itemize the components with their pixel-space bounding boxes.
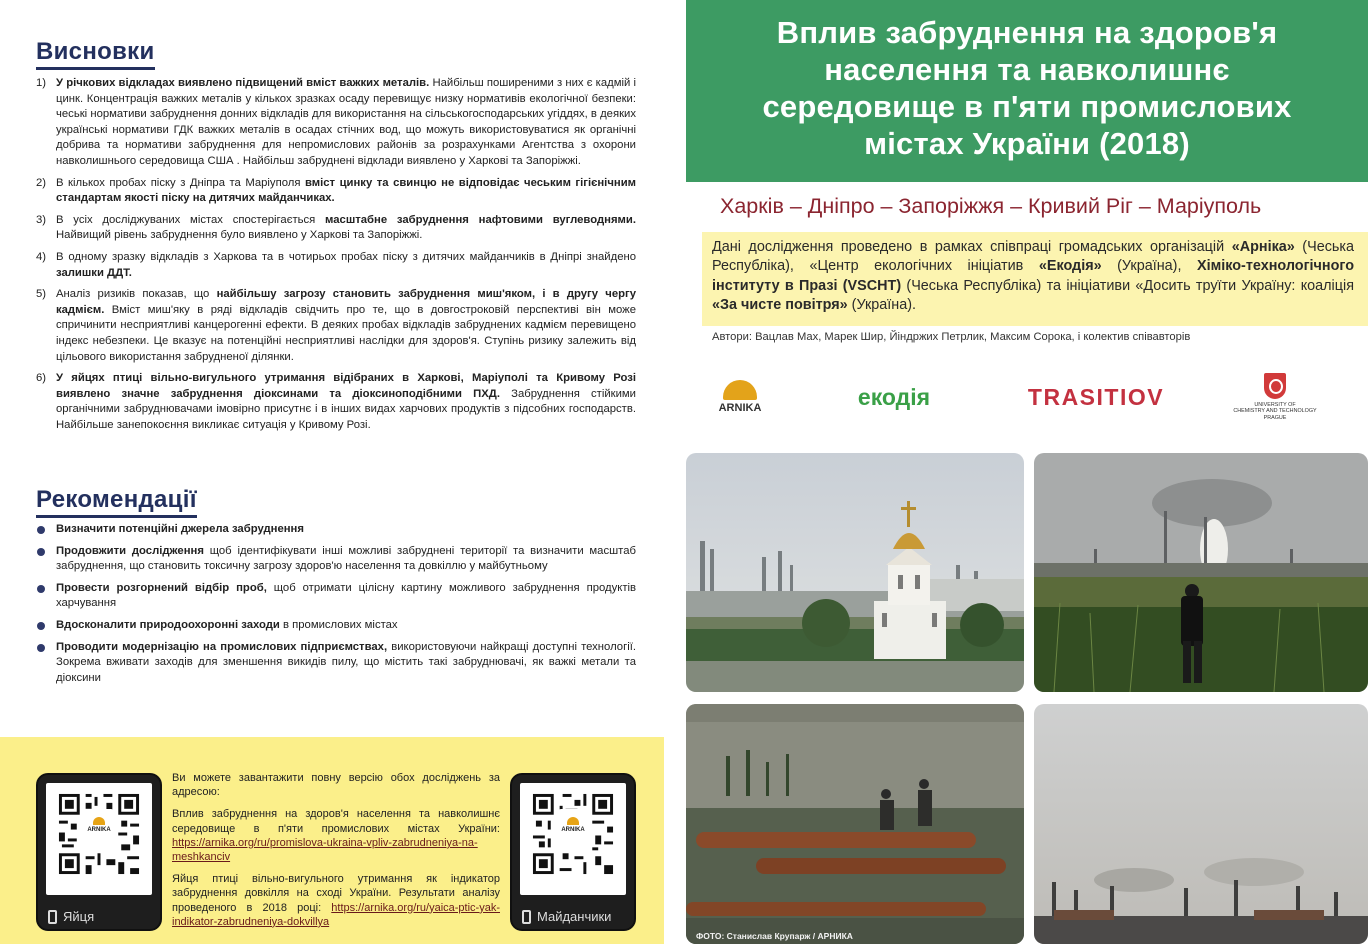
conclusion-item: 6) У яйцях птиці вільно-вигульного утримання відібраних в Харкові, Маріуполі та Кривому Розі виявлено значне забруднення діоксинами та діоксиноподібними ПХД. Забруднення стійкими органічними забруднювачами імовірно присутнє і в інших видах харчових продуктів з підсобних господарств. Найбільше занепокоєння викликає ситуація у Кривому Розі. <box>36 372 636 431</box>
phone-qr-eggs[interactable] <box>36 773 162 931</box>
phone-label: Майданчики <box>522 909 611 924</box>
partners-box: Дані дослідження проведено в рамках співпраці громадських організацій «Арніка» (Чеська Республіка), «Центр екологічних ініціатив «Екодія» (Україна), Хіміко-технологічного інституту в Празі (VSCHT) (Чеська Республіка) та ініціативи «Досить труїти Україну: коаліція «За чисте повітря» (Україна). <box>702 232 1368 326</box>
arnika-qr-logo: ARNIKA <box>558 809 588 839</box>
recommendation-item: Визначити потенційні джерела забруднення <box>36 522 636 538</box>
phone-qr-playgrounds[interactable] <box>510 773 636 931</box>
title-line: Вплив забруднення на здоров'я <box>776 15 1278 50</box>
bullet-icon <box>37 622 45 630</box>
title-line: населення та навколишнє <box>824 52 1230 87</box>
conclusion-item: 1) У річкових відкладах виявлено підвищений вміст важких металів. Найбільш поширеними з них є кадмій і цинк. Концентрація важких металів у кількох зразках осаду перевищує низку нормативів екологічної безпеки: чеські нормативи забруднення донних відкладів для використання на сільськогосподарських угіддях, в деяких українські нормативи ГДК важких металів в осадах стічних вод, що можуть використовуватися як органічні добрива та нормативи забруднення для непромислових районів за розрахунками Агентства з охорони навколишнього середовища США . Найбільш забруднені відклади виявлено у Харкові та Запоріжжі. <box>36 77 637 167</box>
uct-crest-icon <box>1264 373 1286 399</box>
phone-screen <box>520 783 626 895</box>
report1-link[interactable]: https://arnika.org/ru/promislova-ukraina-vpliv-zabrudneniya-na-meshkanciv <box>172 836 478 864</box>
photo-pipes-water <box>686 704 1024 944</box>
download-report1: Вплив забруднення на здоров'я населення та навколишнє середовище в п'яти промислових містах України: https://arnika.org/ru/promislova-ukraina-vpliv-zabrudneniya-na-meshkanciv <box>172 808 500 864</box>
phone-screen <box>46 783 152 895</box>
cities-line: Харків – Дніпро – Запоріжжя – Кривий Ріг – Маріуполь <box>720 194 1262 218</box>
uct-prague-logo: UNIVERSITY OF CHEMISTRY AND TECHNOLOGY PRAGUE <box>1230 372 1320 422</box>
title-banner <box>686 0 1368 182</box>
photo-credit: ФОТО: Станислав Крупарж / АРНИКА <box>696 931 853 941</box>
bullet-icon <box>37 526 45 534</box>
conclusions-list <box>36 76 636 439</box>
photo-man-field <box>1034 453 1368 692</box>
left-page <box>0 0 672 944</box>
conclusion-item: 2) В кількох пробах піску з Дніпра та Маріуполя вміст цинку та свинцю не відповідає чеським гігієнічним стандартам якості піску на дитячих майданчиках. <box>36 176 637 205</box>
bullet-icon <box>37 644 45 652</box>
recommendations-heading: Рекомендації <box>36 486 197 518</box>
download-text <box>172 771 500 937</box>
report2-link[interactable]: https://arnika.org/ru/yaica-ptic-yak-indikator-zabrudneniya-dokvillya <box>172 901 500 928</box>
conclusion-item: 3) В усіх досліджуваних містах спостерігається масштабне забруднення нафтовими вуглеводнями. Найвищий рівень забруднення було виявлено у Харкові та Запоріжжі. <box>36 213 636 242</box>
conclusion-item: 4) В одному зразку відкладів з Харкова та в чотирьох пробах піску з дитячих майданчиків в Дніпрі знайдено залишки ДДТ. <box>36 250 636 279</box>
download-intro: Ви можете завантажити повну версію обох досліджень за адресою: <box>172 772 500 799</box>
arnika-logo: ARNIKA <box>710 372 770 422</box>
recommendation-item: Вдосконалити природоохоронні заходи в промислових містах <box>36 618 636 634</box>
recommendations-list <box>36 522 636 692</box>
phone-icon <box>48 910 57 924</box>
phone-icon <box>522 910 531 924</box>
bullet-icon <box>37 548 45 556</box>
phone-label: Яйця <box>48 909 94 924</box>
recommendation-item: Проводити модернізацію на промислових підприємствах, використовуючи найкращі доступні технології. Зокрема вживати заходів для зменшення викидів пилу, що містить такі забруднювачі, як важкі метали та діоксини <box>36 640 636 687</box>
transition-logo: TRASITIOV <box>1027 383 1165 410</box>
authors-line: Автори: Вацлав Мах, Марек Шир, Йіндржих Петрлик, Максим Сорока, і колектив співавторів <box>712 331 1191 343</box>
download-report2: Яйця птиці вільно-вигульного утримання як індикатор забруднення довкілля на сході України. Результати аналізу проведеного в 2018 році: https://arnika.org/ru/yaica-ptic-yak-indikator-zabrudneniya-dokvillya <box>172 873 500 928</box>
ekodia-logo: екодія <box>857 383 931 410</box>
photo-church-factory <box>686 453 1024 692</box>
recommendation-item: Провести розгорнений відбір проб, щоб отримати цілісну картину можливого забруднення продуктів харчування <box>36 581 636 612</box>
right-page <box>686 0 1368 944</box>
conclusions-heading: Висновки <box>36 38 155 70</box>
title-line: містах України (2018) <box>864 126 1190 161</box>
title-line: середовище в п'яти промислових <box>762 89 1292 124</box>
arnika-qr-logo: ARNIKA <box>84 809 114 839</box>
recommendation-item: Продовжити дослідження щоб ідентифікувати інші можливі забруднені території та визначити масштаб забруднення, що становить токсичну загрозу здоров'ю населення та довкіллю у майбутньому <box>36 544 636 575</box>
arnika-flower-icon <box>723 380 757 400</box>
bullet-icon <box>37 585 45 593</box>
conclusion-item: 5) Аналіз ризиків показав, що найбільшу загрозу становить забруднення миш'яком, і в другу чергу кадмієм. Вміст миш'яку в ряді відкладів свідчить про те, що в довгостроковій перспективі він може спричинити несприятливі канцерогенні ефекти. В деяких пробах відкладів забруднених кадмієм перевищено індекс небезпеки. Це вказує на потенційні несприятливі наслідки для здоров'я. Ступінь ризику залежить від цільового використання забрудненої ділянки. <box>36 288 636 363</box>
photo-steel-plant <box>1034 704 1368 944</box>
